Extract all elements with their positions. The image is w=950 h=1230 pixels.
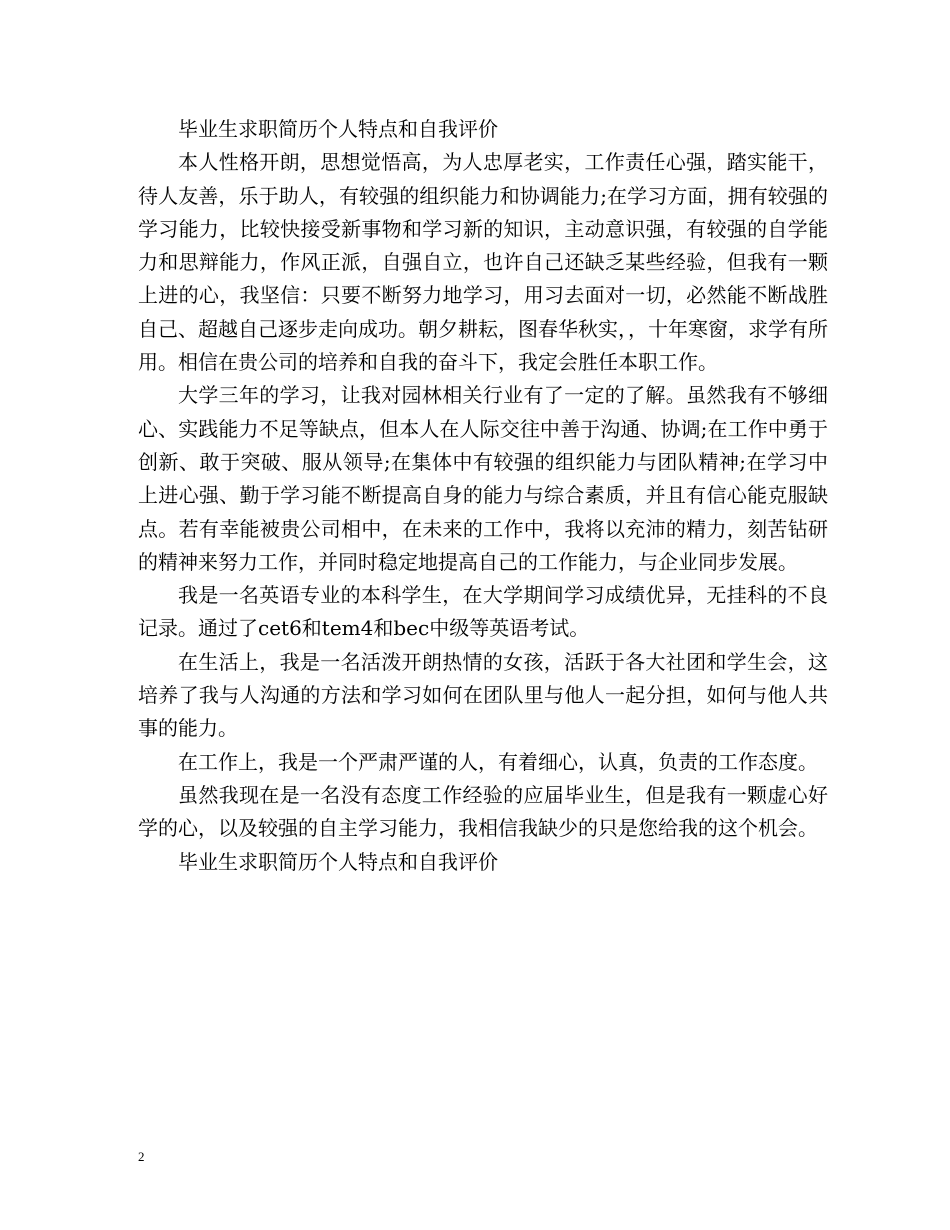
paragraph-english-major: 我是一名英语专业的本科学生，在大学期间学习成绩优异，无挂科的不良记录。通过了cet6和tem4和bec中级等英语考试。 [138, 583, 828, 641]
page-number: 2 [138, 1149, 145, 1164]
paragraph-opportunity: 虽然我现在是一名没有态度工作经验的应届毕业生，但是我有一颗虚心好学的心，以及较强的自主学习能力，我相信我缺少的只是您给我的这个机会。 [138, 782, 828, 841]
paragraph-work-attitude: 在工作上，我是一个严肃严谨的人，有着细心，认真，负责的工作态度。 [178, 749, 818, 774]
paragraph-personality: 本人性格开朗，思想觉悟高，为人忠厚老实，工作责任心强，踏实能干，待人友善，乐于助人，有较强的组织能力和协调能力;在学习方面，拥有较强的学习能力，比较快接受新事物和学习新的知识，主动意识强，有较强的自学能力和思辩能力，作风正派，自强自立，也许自己还缺乏某些经验，但我有一颗上进的心，我坚信：只要不断努力地学习，用习去面对一切，必然能不断战胜自己、超越自己逐步走向成功。朝夕耕耘，图春华秋实，，十年寒窗，求学有所用。相信在贵公司的培养和自我的奋斗下，我定会胜任本职工作。 [138, 150, 828, 375]
paragraph-life: 在生活上，我是一名活泼开朗热情的女孩，活跃于各大社团和学生会，这培养了我与人沟通的方法和学习如何在团队里与他人一起分担，如何与他人共事的能力。 [138, 649, 828, 741]
paragraph-university-study: 大学三年的学习，让我对园林相关行业有了一定的了解。虽然我有不够细心、实践能力不足等缺点，但本人在人际交往中善于沟通、协调;在工作中勇于创新、敢于突破、服从领导;在集体中有较强的组织能力与团队精神;在学习中上进心强、勤于学习能不断提高自身的能力与综合素质，并且有信心能克服缺点。若有幸能被贵公司相中，在未来的工作中，我将以充沛的精力，刻苦钻研的精神来努力工作，并同时稳定地提高自己的工作能力，与企业同步发展。 [138, 383, 828, 574]
document-body [138, 113, 828, 879]
document-heading: 毕业生求职简历个人特点和自我评价 [178, 117, 498, 141]
document-footer-heading: 毕业生求职简历个人特点和自我评价 [178, 849, 498, 874]
